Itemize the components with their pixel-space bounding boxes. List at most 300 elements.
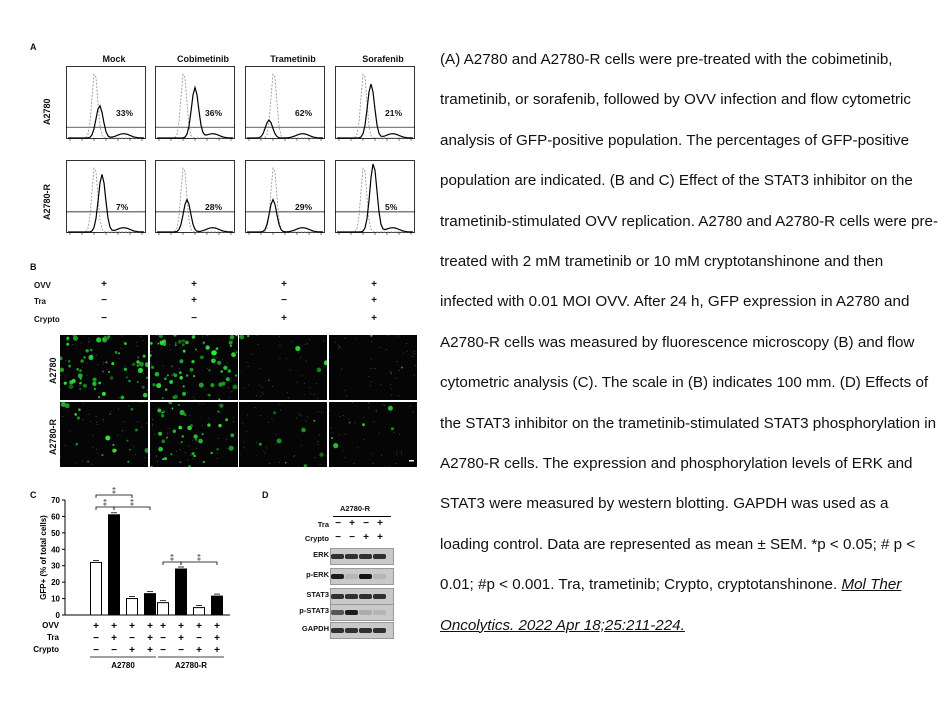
background-speckle [180, 449, 181, 450]
y-tick-label: 70 [51, 496, 60, 505]
background-speckle [301, 445, 302, 446]
gfp-spot [68, 365, 71, 368]
treatment-mark: + [178, 633, 184, 644]
background-speckle [169, 344, 170, 345]
background-speckle [354, 463, 355, 464]
gfp-spot [66, 343, 69, 346]
gfp-spot [138, 371, 140, 373]
fluorescence-spots [150, 402, 238, 467]
background-speckle [231, 391, 232, 392]
background-speckle [141, 427, 142, 428]
background-speckle [329, 410, 330, 411]
background-speckle [342, 450, 343, 451]
background-speckle [62, 416, 63, 417]
treatment-mark: + [147, 633, 153, 644]
background-speckle [247, 414, 248, 415]
background-speckle [298, 352, 299, 353]
gfp-spot [179, 376, 183, 380]
blot-band [359, 628, 372, 633]
gfp-spot [223, 366, 227, 370]
gfp-spot [230, 345, 232, 347]
y-tick-label: 40 [51, 545, 60, 555]
fluorescence-image [60, 335, 148, 400]
background-speckle [280, 410, 281, 411]
background-speckle [357, 447, 358, 448]
gfp-spot [225, 418, 228, 421]
gfp-percent: 28% [205, 202, 223, 212]
gfp-spot [136, 360, 139, 363]
background-speckle [354, 422, 355, 423]
background-speckle [103, 421, 104, 422]
background-speckle [363, 417, 364, 418]
background-speckle [156, 335, 157, 336]
background-speckle [263, 451, 264, 452]
background-speckle [60, 375, 61, 376]
gfp-spot [158, 343, 160, 345]
gfp-spot [86, 349, 89, 352]
background-speckle [135, 454, 136, 455]
background-speckle [125, 365, 126, 366]
bar [127, 599, 138, 615]
background-speckle [386, 349, 387, 350]
sample-curve [247, 120, 323, 138]
fluorescence-spots [60, 402, 148, 467]
micro-row-label-a2780-r: A2780-R [48, 418, 58, 455]
control-curve [247, 168, 323, 232]
gfp-spot [179, 371, 182, 374]
background-speckle [348, 419, 349, 420]
background-speckle [401, 451, 402, 452]
blot-strip [330, 548, 394, 565]
background-speckle [111, 411, 112, 412]
histogram-plot [155, 160, 235, 240]
gfp-spot [162, 341, 167, 346]
background-speckle [395, 463, 396, 464]
gfp-spot [106, 361, 108, 363]
background-speckle [218, 438, 219, 439]
gfp-spot [118, 352, 120, 354]
blot-band [331, 610, 344, 615]
gfp-spot [137, 381, 139, 383]
gfp-spot [331, 437, 333, 439]
background-speckle [262, 387, 263, 388]
background-speckle [297, 382, 298, 383]
background-speckle [307, 343, 308, 344]
gfp-spot [202, 433, 204, 435]
background-speckle [268, 422, 269, 423]
treatment-mark: − [281, 295, 287, 306]
background-speckle [258, 344, 259, 345]
gfp-spot [83, 356, 85, 358]
treatment-label: OVV [42, 621, 59, 630]
gfp-spot [313, 420, 315, 422]
background-speckle [399, 370, 400, 371]
background-speckle [88, 338, 89, 339]
treatment-mark: + [147, 645, 153, 656]
gfp-spot [143, 355, 146, 358]
background-speckle [321, 412, 322, 413]
header-line [333, 516, 391, 517]
background-speckle [146, 423, 147, 424]
background-speckle [381, 455, 382, 456]
caption-text: (A) A2780 and A2780-R cells were pre-treated with the cobimetinib, trametinib, or sorafenib, followed by OVV infection and flow cytometric analysis of GFP-positive population. The percentages of GFP-positive population are indicated. (B and C) Effect of the STAT3 inhibitor on the trametinib-stimulated OVV replication. A2780 and A2780-R cells were pre-treated with 2 mM trametinib or 10 mM cryptotanshinone and then infected with 0.01 MOI OVV. After 24 h, GFP expression in A2780 and A2780-R cells was measured by fluorescence microscopy (B) and flow cytometric analysis (C). The scale in (B) indicates 100 mm. (D) Effects of the STAT3 inhibitor on the trametinib-stimulated STAT3 phosphorylation in A2780-R cells. The expression and phosphorylation levels of ERK and STAT3 were measured by western blotting. GAPDH was used as a loading control. Data are represented as mean ± SEM. *p < 0.05; # p < 0.01; #p < 0.001. Tra, trametinib; Crypto, cryptotanshinone. [440, 51, 939, 594]
gfp-spot [193, 375, 195, 377]
gfp-spot [111, 362, 114, 365]
treatment-mark: + [196, 645, 202, 656]
background-speckle [290, 369, 291, 370]
gfp-spot [216, 347, 219, 350]
plot-frame [156, 67, 235, 139]
background-speckle [304, 383, 305, 384]
background-speckle [118, 409, 119, 410]
significance-bracket [114, 507, 150, 510]
gfp-spot [124, 368, 127, 371]
fluorescence-image [60, 402, 148, 467]
gfp-percent: 29% [295, 202, 313, 212]
sample-curve [68, 174, 144, 232]
background-speckle [203, 344, 204, 345]
background-speckle [172, 409, 173, 410]
gfp-spot [273, 411, 276, 414]
treatment-label: OVV [34, 281, 51, 290]
background-speckle [151, 351, 152, 352]
y-axis-label: GFP+ (% of total cells) [39, 515, 48, 600]
background-speckle [384, 405, 385, 406]
gfp-spot [92, 382, 96, 386]
gfp-spot [127, 440, 129, 442]
treatment-label: Crypto [33, 645, 59, 654]
background-speckle [391, 395, 392, 396]
background-speckle [150, 362, 151, 363]
gfp-spot [93, 378, 97, 382]
gfp-spot [230, 433, 234, 437]
background-speckle [371, 359, 372, 360]
gfp-spot [90, 349, 93, 352]
background-speckle [294, 455, 295, 456]
background-speckle [202, 336, 203, 337]
gfp-spot [79, 382, 82, 385]
background-speckle [293, 456, 294, 457]
blot-treatment-label: Tra [317, 520, 329, 529]
gfp-spot [268, 380, 270, 382]
blot-label: STAT3 [306, 590, 329, 599]
gfp-spot [112, 444, 114, 446]
gfp-spot [129, 449, 131, 451]
background-speckle [235, 433, 236, 434]
background-speckle [343, 415, 344, 416]
background-speckle [260, 396, 261, 397]
treatment-mark: − [191, 313, 197, 324]
flow-histogram [155, 66, 235, 146]
background-speckle [260, 368, 261, 369]
gfp-spot [109, 413, 111, 415]
col-header-cobimetinib: Cobimetinib [177, 54, 229, 64]
significance-mark: ‡ [102, 498, 108, 507]
gfp-spot [162, 458, 164, 460]
panel-c-label: C [30, 490, 37, 500]
background-speckle [242, 423, 243, 424]
plot-frame [67, 67, 146, 139]
blot-band [373, 610, 386, 615]
background-speckle [76, 462, 77, 463]
gfp-spot [183, 350, 186, 353]
background-speckle [76, 413, 77, 414]
background-speckle [320, 464, 321, 465]
background-speckle [240, 372, 241, 373]
treatment-mark: + [214, 633, 220, 644]
background-speckle [339, 347, 340, 348]
gfp-spot [218, 398, 220, 400]
background-speckle [376, 411, 377, 412]
flow-histogram [245, 160, 325, 240]
background-speckle [216, 357, 217, 358]
gfp-spot [96, 337, 101, 342]
blot-treatment-mark: − [349, 532, 355, 543]
background-speckle [300, 414, 301, 415]
bar [194, 608, 205, 615]
background-speckle [279, 336, 280, 337]
background-speckle [318, 444, 319, 445]
background-speckle [246, 402, 247, 403]
fluorescence-image [329, 335, 417, 400]
gfp-spot [80, 359, 83, 362]
background-speckle [398, 395, 399, 396]
background-speckle [396, 378, 397, 379]
background-speckle [397, 452, 398, 453]
significance-bracket [96, 507, 114, 510]
background-speckle [309, 387, 310, 388]
gfp-spot [189, 465, 191, 467]
blot-band [345, 628, 358, 633]
col-header-mock: Mock [102, 54, 126, 64]
significance-mark: ‡ [169, 553, 175, 562]
treatment-mark: + [129, 645, 135, 656]
background-speckle [244, 447, 245, 448]
treatment-mark: + [101, 279, 107, 290]
background-speckle [60, 389, 61, 390]
background-speckle [180, 347, 181, 348]
treatment-mark: + [214, 645, 220, 656]
background-speckle [137, 422, 138, 423]
background-speckle [301, 415, 302, 416]
histogram-plot [335, 66, 415, 146]
background-speckle [199, 403, 200, 404]
control-curve [247, 74, 323, 138]
background-speckle [222, 359, 223, 360]
background-speckle [376, 410, 377, 411]
gfp-spot [211, 358, 216, 363]
gfp-spot [233, 384, 238, 389]
background-speckle [256, 456, 257, 457]
background-speckle [379, 347, 380, 348]
background-speckle [305, 344, 306, 345]
gfp-spot [218, 382, 222, 386]
background-speckle [326, 455, 327, 456]
background-speckle [136, 345, 137, 346]
background-speckle [263, 394, 264, 395]
background-speckle [259, 385, 260, 386]
fluorescence-spots [60, 335, 148, 400]
gfp-spot [78, 373, 83, 378]
gfp-spot [172, 396, 175, 399]
background-speckle [387, 335, 388, 336]
blot-treatment-mark: + [363, 532, 369, 543]
treatment-mark: + [147, 621, 153, 632]
histogram-plot [66, 66, 146, 146]
background-speckle [205, 389, 206, 390]
treatment-mark: + [178, 621, 184, 632]
flow-histogram [335, 66, 415, 146]
background-speckle [373, 368, 374, 369]
background-speckle [176, 451, 177, 452]
treatment-mark: + [214, 621, 220, 632]
gfp-spot [301, 428, 305, 432]
gfp-spot [349, 422, 351, 424]
background-speckle [145, 457, 146, 458]
background-speckle [338, 345, 339, 346]
background-speckle [91, 340, 92, 341]
background-speckle [379, 433, 380, 434]
blot-treatment-mark: + [377, 532, 383, 543]
fluorescence-spots [150, 335, 238, 400]
background-speckle [266, 447, 267, 448]
background-speckle [222, 372, 223, 373]
gfp-spot [152, 383, 155, 386]
gfp-spot [235, 335, 237, 336]
background-speckle [301, 375, 302, 376]
background-speckle [368, 407, 369, 408]
gfp-spot [66, 338, 68, 340]
gfp-spot [208, 369, 210, 371]
background-speckle [133, 446, 134, 447]
caption-citation[interactable]: Mol Ther Oncolytics. 2022 Apr 18;25:211-224. [440, 576, 902, 634]
background-speckle [70, 430, 71, 431]
background-speckle [217, 453, 218, 454]
blot-strip [330, 568, 394, 585]
gfp-spot [175, 344, 177, 346]
gfp-spot [259, 443, 262, 446]
background-speckle [380, 384, 381, 385]
gfp-spot [83, 384, 87, 388]
significance-bracket [163, 562, 181, 565]
gfp-spot [173, 430, 176, 433]
control-curve [157, 168, 233, 232]
gfp-spot [401, 367, 403, 369]
background-speckle [229, 339, 230, 340]
treatment-mark: + [371, 313, 377, 324]
gfp-spot [179, 359, 183, 363]
gfp-spot [60, 357, 63, 361]
gfp-spot [181, 441, 183, 443]
background-speckle [131, 364, 132, 365]
gfp-spot [229, 446, 234, 451]
background-speckle [61, 403, 62, 404]
blot-band [331, 594, 344, 599]
background-speckle [124, 421, 125, 422]
gfp-spot [207, 335, 209, 336]
background-speckle [167, 433, 168, 434]
background-speckle [391, 406, 392, 407]
gfp-spot [142, 386, 145, 389]
gfp-percent: 62% [295, 108, 313, 118]
background-speckle [299, 414, 300, 415]
gfp-spot [237, 335, 238, 337]
gfp-spot [143, 393, 148, 398]
gfp-spot [317, 368, 322, 373]
background-speckle [371, 341, 372, 342]
background-speckle [396, 454, 397, 455]
background-speckle [158, 407, 159, 408]
gfp-spot [173, 335, 176, 337]
blot-strip [330, 604, 394, 621]
background-speckle [287, 392, 288, 393]
blot-band [373, 574, 386, 579]
fluorescence-spots [239, 402, 327, 467]
background-speckle [88, 341, 89, 342]
background-speckle [196, 448, 197, 449]
background-speckle [187, 459, 188, 460]
blot-treatment-mark: − [335, 532, 341, 543]
background-speckle [269, 463, 270, 464]
blot-treatment-mark: + [377, 518, 383, 529]
control-curve [68, 74, 144, 138]
gfp-spot [226, 377, 230, 381]
gfp-spot [198, 439, 203, 444]
background-speckle [370, 385, 371, 386]
background-speckle [310, 393, 311, 394]
gfp-spot [60, 368, 64, 373]
background-speckle [314, 457, 315, 458]
gfp-spot [101, 454, 103, 456]
background-speckle [323, 340, 324, 341]
bar [158, 603, 169, 615]
gfp-spot [211, 452, 213, 454]
background-speckle [160, 382, 161, 383]
figure [0, 0, 440, 709]
background-speckle [227, 448, 228, 449]
background-speckle [97, 424, 98, 425]
gfp-spot [163, 410, 166, 413]
background-speckle [190, 415, 191, 416]
panel-b-label: B [30, 262, 37, 272]
control-curve [337, 168, 413, 232]
blot-band [331, 574, 344, 579]
background-speckle [194, 335, 195, 336]
blot-label: p-STAT3 [299, 606, 329, 615]
background-speckle [373, 421, 374, 422]
treatment-mark: + [191, 295, 197, 306]
background-speckle [65, 376, 66, 377]
gfp-spot [161, 414, 164, 417]
background-speckle [346, 395, 347, 396]
blot-band [345, 554, 358, 559]
blot-band [359, 574, 372, 579]
blot-band [373, 554, 386, 559]
background-speckle [152, 425, 153, 426]
background-speckle [332, 432, 333, 433]
treatment-label: Tra [46, 633, 59, 642]
treatment-label: Tra [34, 297, 47, 306]
gfp-spot [247, 335, 249, 337]
background-speckle [72, 379, 73, 380]
gfp-spot [324, 360, 327, 365]
background-speckle [217, 350, 218, 351]
gfp-spot [390, 372, 392, 374]
gfp-spot [193, 434, 197, 438]
gfp-spot [239, 335, 244, 340]
gfp-spot [172, 374, 174, 376]
gfp-spot [186, 374, 189, 377]
